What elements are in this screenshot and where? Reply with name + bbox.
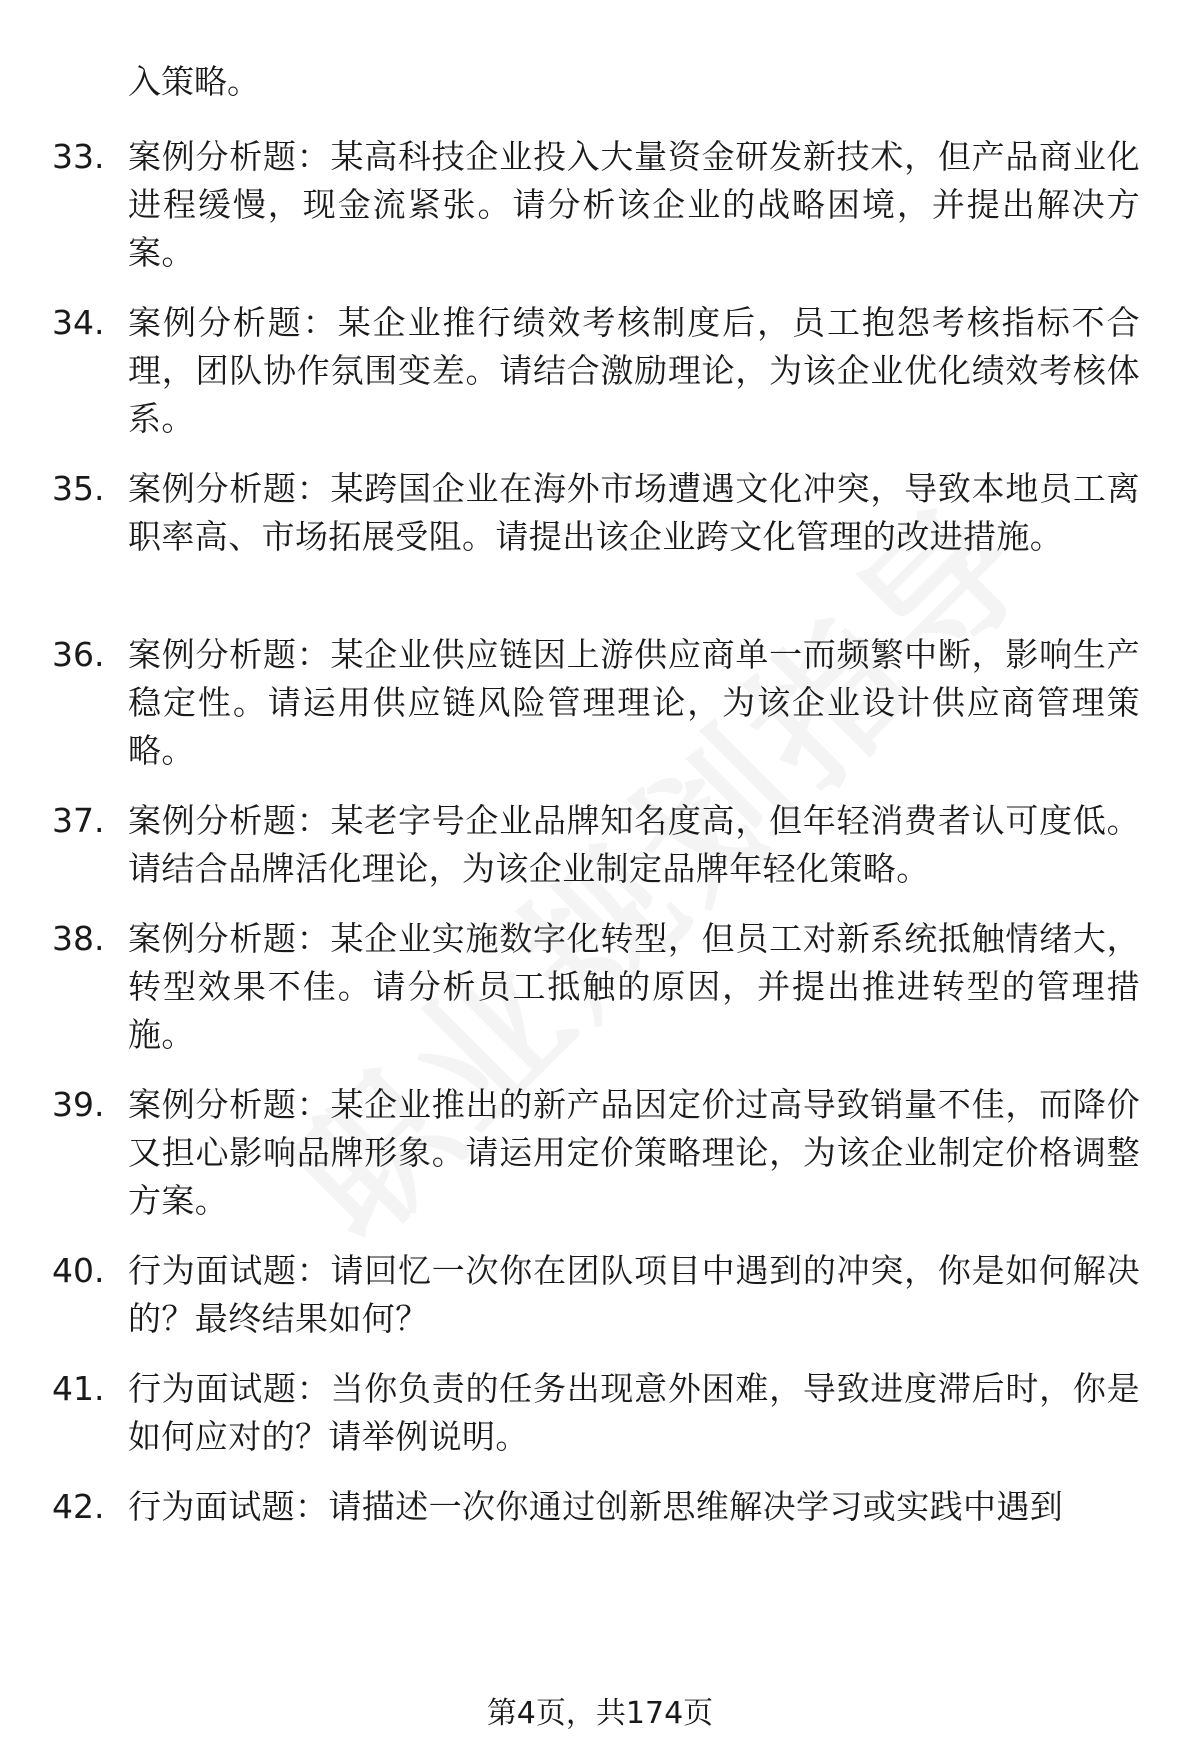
item-number: 33. — [52, 137, 105, 176]
item-number: 36. — [52, 635, 105, 674]
item-number: 39. — [52, 1085, 105, 1124]
item-text: 案例分析题：某企业供应链因上游供应商单一而频繁中断，影响生产稳定性。请运用供应链风险管理理论，为该企业设计供应商管理策略。 — [128, 635, 1140, 770]
item-number: 35. — [52, 469, 105, 508]
item-text: 案例分析题：某跨国企业在海外市场遭遇文化冲突，导致本地员工离职率高、市场拓展受阻。请提出该企业跨文化管理的改进措施。 — [128, 469, 1140, 556]
page-footer: 第4页，共174页 — [486, 1696, 714, 1731]
item-text: 案例分析题：某高科技企业投入大量资金研发新技术，但产品商业化进程缓慢，现金流紧张。请分析该企业的战略困境，并提出解决方案。 — [128, 137, 1140, 272]
item-number: 41. — [52, 1369, 105, 1408]
item-number: 37. — [52, 801, 105, 840]
item-text: 案例分析题：某企业推出的新产品因定价过高导致销量不佳，而降价又担心影响品牌形象。请运用定价策略理论，为该企业制定价格调整方案。 — [128, 1085, 1140, 1220]
item-text: 行为面试题：请描述一次你通过创新思维解决学习或实践中遇到 — [128, 1487, 1064, 1526]
item-text: 案例分析题：某企业实施数字化转型，但员工对新系统抵触情绪大，转型效果不佳。请分析员工抵触的原因，并提出推进转型的管理措施。 — [128, 919, 1140, 1054]
item-text: 案例分析题：某企业推行绩效考核制度后，员工抱怨考核指标不合理，团队协作氛围变差。请结合激励理论，为该企业优化绩效考核体系。 — [128, 303, 1140, 438]
item-number: 34. — [52, 303, 105, 342]
item-text: 行为面试题：当你负责的任务出现意外困难，导致进度滞后时，你是如何应对的？请举例说明。 — [128, 1369, 1140, 1456]
item-number: 40. — [52, 1251, 105, 1290]
item-text: 行为面试题：请回忆一次你在团队项目中遇到的冲突，你是如何解决的？最终结果如何？ — [128, 1251, 1140, 1338]
continuation-text: 入策略。 — [128, 62, 260, 101]
item-number: 38. — [52, 919, 105, 958]
item-number: 42. — [52, 1487, 105, 1526]
item-text: 案例分析题：某老字号企业品牌知名度高，但年轻消费者认可度低。请结合品牌活化理论，为该企业制定品牌年轻化策略。 — [128, 801, 1140, 888]
